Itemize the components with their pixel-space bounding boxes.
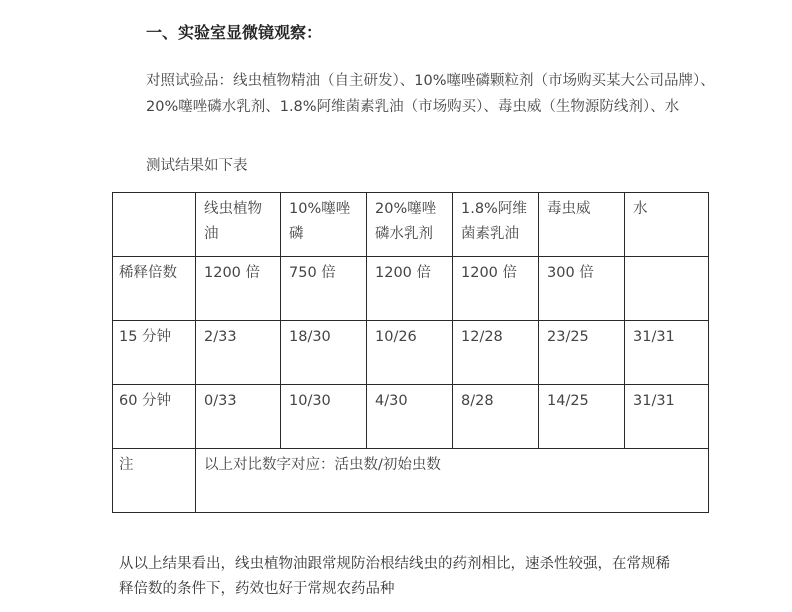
- intro-paragraph: 对照试验品：线虫植物精油（自主研发）、10%噻唑磷颗粒剂（市场购买某大公司品牌）、20%噻唑磷水乳剂、1.8%阿维菌素乳油（市场购买）、毒虫威（生物源防线剂）、水: [146, 73, 715, 115]
- conclusion-paragraph: 从以上结果看出，线虫植物油跟常规防治根结线虫的药剂相比，速杀性较强，在常规稀释倍数的条件下，药效也好于常规农药品种: [119, 556, 670, 597]
- table-row: [113, 321, 709, 385]
- section-heading: 一、实验室显微镜观察：: [146, 23, 323, 42]
- table-cell: 14/25: [539, 385, 625, 449]
- table-cell: 10/26: [367, 321, 453, 385]
- table-cell: 31/31: [625, 385, 709, 449]
- table-cell: 4/30: [367, 385, 453, 449]
- header-cell: 20%噻唑磷水乳剂: [367, 193, 453, 257]
- header-cell-empty: [113, 193, 196, 257]
- table-cell: 23/25: [539, 321, 625, 385]
- results-table: [112, 192, 709, 513]
- row-label: 稀释倍数: [113, 257, 196, 321]
- table-row: [113, 257, 709, 321]
- header-cell: 水: [625, 193, 709, 257]
- table-cell: 12/28: [453, 321, 539, 385]
- table-row: [113, 385, 709, 449]
- row-label: 60 分钟: [113, 385, 196, 449]
- header-cell: 1.8%阿维菌素乳油: [453, 193, 539, 257]
- note-text: 以上对比数字对应：活虫数/初始虫数: [196, 449, 709, 513]
- row-label: 15 分钟: [113, 321, 196, 385]
- table-cell: 1200 倍: [196, 257, 281, 321]
- table-cell: [625, 257, 709, 321]
- table-header-row: [113, 193, 709, 257]
- table-cell: 0/33: [196, 385, 281, 449]
- table-cell: 2/33: [196, 321, 281, 385]
- table-cell: 8/28: [453, 385, 539, 449]
- header-cell: 毒虫威: [539, 193, 625, 257]
- table-cell: 1200 倍: [367, 257, 453, 321]
- table-note-row: [113, 449, 709, 513]
- table-cell: 300 倍: [539, 257, 625, 321]
- header-cell: 10%噻唑磷: [281, 193, 367, 257]
- table-cell: 750 倍: [281, 257, 367, 321]
- table-cell: 18/30: [281, 321, 367, 385]
- note-label: 注: [113, 449, 196, 513]
- table-cell: 10/30: [281, 385, 367, 449]
- table-caption: 测试结果如下表: [146, 158, 248, 174]
- table-cell: 1200 倍: [453, 257, 539, 321]
- header-cell: 线虫植物油: [196, 193, 281, 257]
- table-cell: 31/31: [625, 321, 709, 385]
